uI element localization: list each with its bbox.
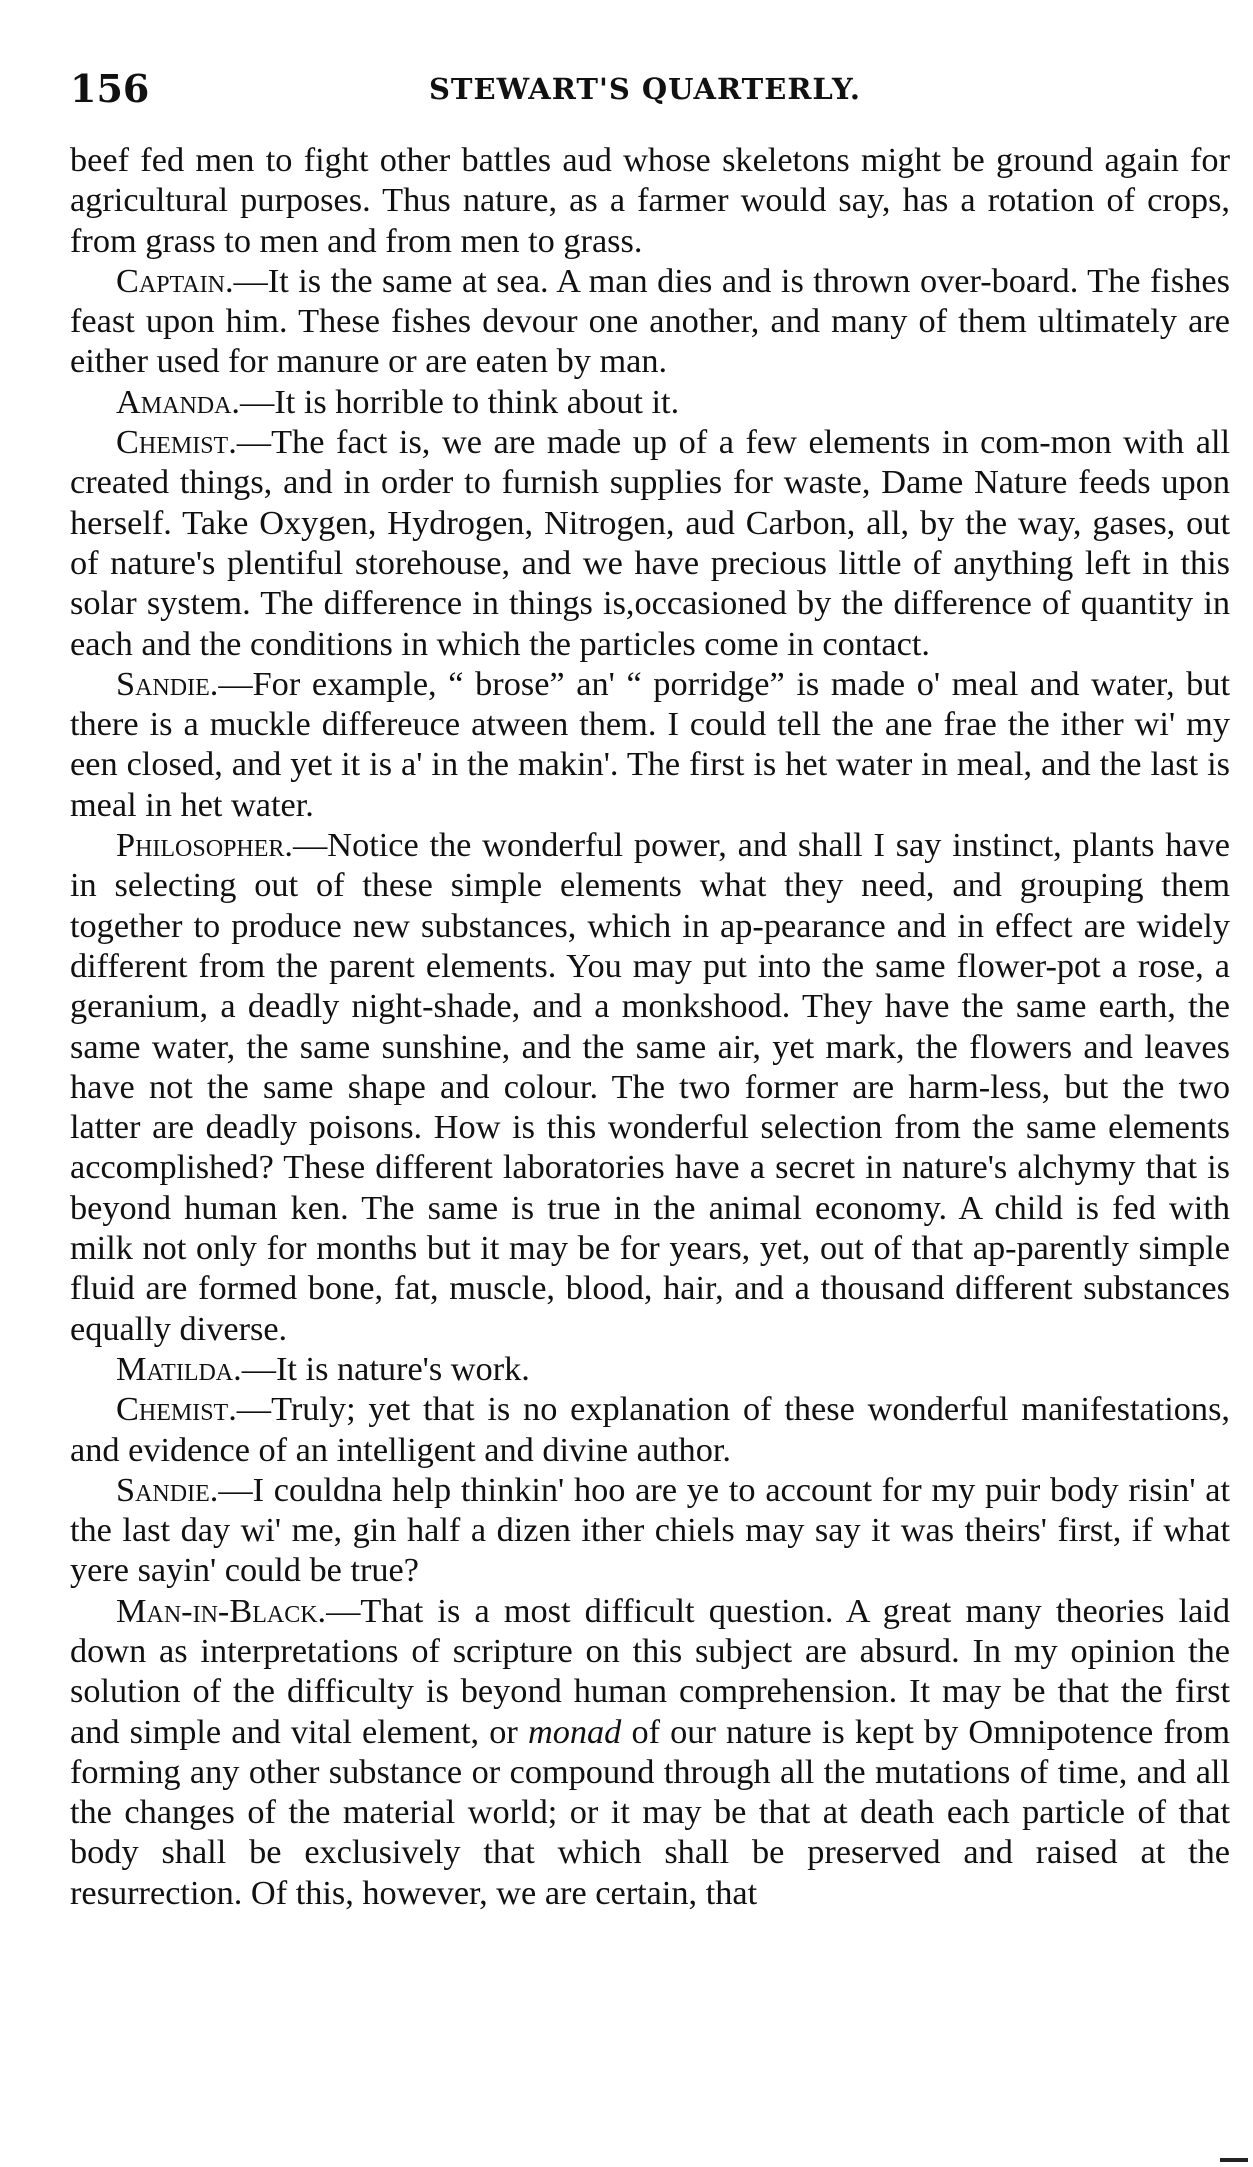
speaker-name: Chemist.	[116, 423, 237, 462]
paragraph-sandie	[70, 1470, 1230, 1591]
speaker-name: Matilda.	[116, 1349, 242, 1388]
paragraph-text: —For example, “ brose” an' “ porridge” is made o' meal and water, but there is a muckle differeuce atween them. I could tell the ane frae the ither wi' my een closed, and yet it is a' in the makin'. The first is het water in meal, and the last is meal in het water.	[70, 664, 1230, 824]
paragraph-text: —It is horrible to think about it.	[240, 382, 680, 421]
paragraph-matilda	[70, 1349, 1230, 1389]
emphasized-word: monad	[527, 1712, 622, 1751]
page-header	[70, 66, 1220, 112]
paragraph-text: —It is the same at sea. A man dies and is thrown over-board. The fishes feast upon him. These fishes devour one another, and many of them ultimately are either used for manure or are eaten by man.	[70, 261, 1230, 381]
speaker-name: Amanda.	[116, 382, 241, 421]
paragraph-text: beef fed men to fight other battles aud whose skeletons might be ground again for agricultural purposes. Thus nature, as a farmer would say, has a rotation of crops, from grass to men and from men to grass.	[70, 141, 1230, 260]
speaker-name: Captain.	[116, 261, 234, 300]
page-edge-mark	[1220, 2158, 1248, 2162]
paragraph-sandie	[70, 664, 1230, 825]
paragraph-text: —Truly; yet that is no explanation of these wonderful manifestations, and evidence of an intelligent and divine author.	[70, 1390, 1230, 1469]
paragraph-text: —The fact is, we are made up of a few elements in com-mon with all created things, and in order to furnish supplies for waste, Dame Nature feeds upon herself. Take Oxygen, Hydrogen, Nitrogen, aud Carbon, all, by the way, gases, out of nature's plentiful storehouse, and we have precious little of anything left in this solar system. The difference in things is,occasioned by the difference of quantity in each and the conditions in which the particles come in contact.	[70, 423, 1230, 663]
page-number: 156	[70, 66, 150, 111]
paragraph-text: —Notice the wonderful power, and shall I say instinct, plants have in selecting out of these simple elements what they need, and grouping them together to produce new substances, which in ap-pearance and in effect are widely different from the parent elements. You may put into the same flower-pot a rose, a geranium, a deadly night-shade, and a monkshood. They have the same earth, the same water, the same sunshine, and the same air, yet mark, the flowers and leaves have not the same shape and colour. The two former are harm-less, but the two latter are deadly poisons. How is this wonderful selection from the same elements accomplished? These different laboratories have a secret in nature's alchymy that is beyond human ken. The same is true in the animal economy. A child is fed with milk not only for months but it may be for years, yet, out of that ap-parently simple fluid are formed bone, fat, muscle, blood, hair, and a thousand different substances equally diverse.	[70, 826, 1230, 1348]
speaker-name: Man-in-Black.	[116, 1591, 327, 1630]
paragraph-continuation	[70, 140, 1230, 261]
paragraph-captain	[70, 261, 1230, 382]
paragraph-chemist	[70, 1389, 1230, 1470]
running-title: STEWART'S QUARTERLY.	[428, 72, 862, 106]
paragraph-text: —I couldna help thinkin' hoo are ye to account for my puir body risin' at the last day wi' me, gin half a dizen ither chiels may say it was theirs' first, if what yere sayin' could be true?	[70, 1470, 1230, 1590]
paragraph-man-in-black	[70, 1591, 1230, 1913]
paragraph-text: of our nature is kept by Omnipotence from forming any other substance or compound through all the mutations of time, and all the changes of the material world; or it may be that at death each particle of that body shall be exclusively that which shall be preserved and raised at the resurrection. Of this, however, we are certain, that	[70, 1712, 1230, 1912]
paragraph-philosopher	[70, 825, 1230, 1349]
paragraph-amanda	[70, 382, 1230, 422]
speaker-name: Sandie.	[116, 1470, 219, 1509]
speaker-name: Chemist.	[116, 1390, 237, 1429]
paragraph-text: —That is a most difficult question. A great many theories laid down as interpretations of scripture on this subject are absurd. In my opinion the solution of the difficulty is beyond human comprehension. It may be that the first and simple and vital element, or	[70, 1591, 1230, 1751]
paragraph-text: —It is nature's work.	[241, 1349, 530, 1388]
speaker-name: Sandie.	[116, 664, 219, 703]
paragraph-chemist	[70, 422, 1230, 664]
body-text	[70, 140, 1230, 1913]
speaker-name: Philosopher.	[116, 826, 293, 865]
